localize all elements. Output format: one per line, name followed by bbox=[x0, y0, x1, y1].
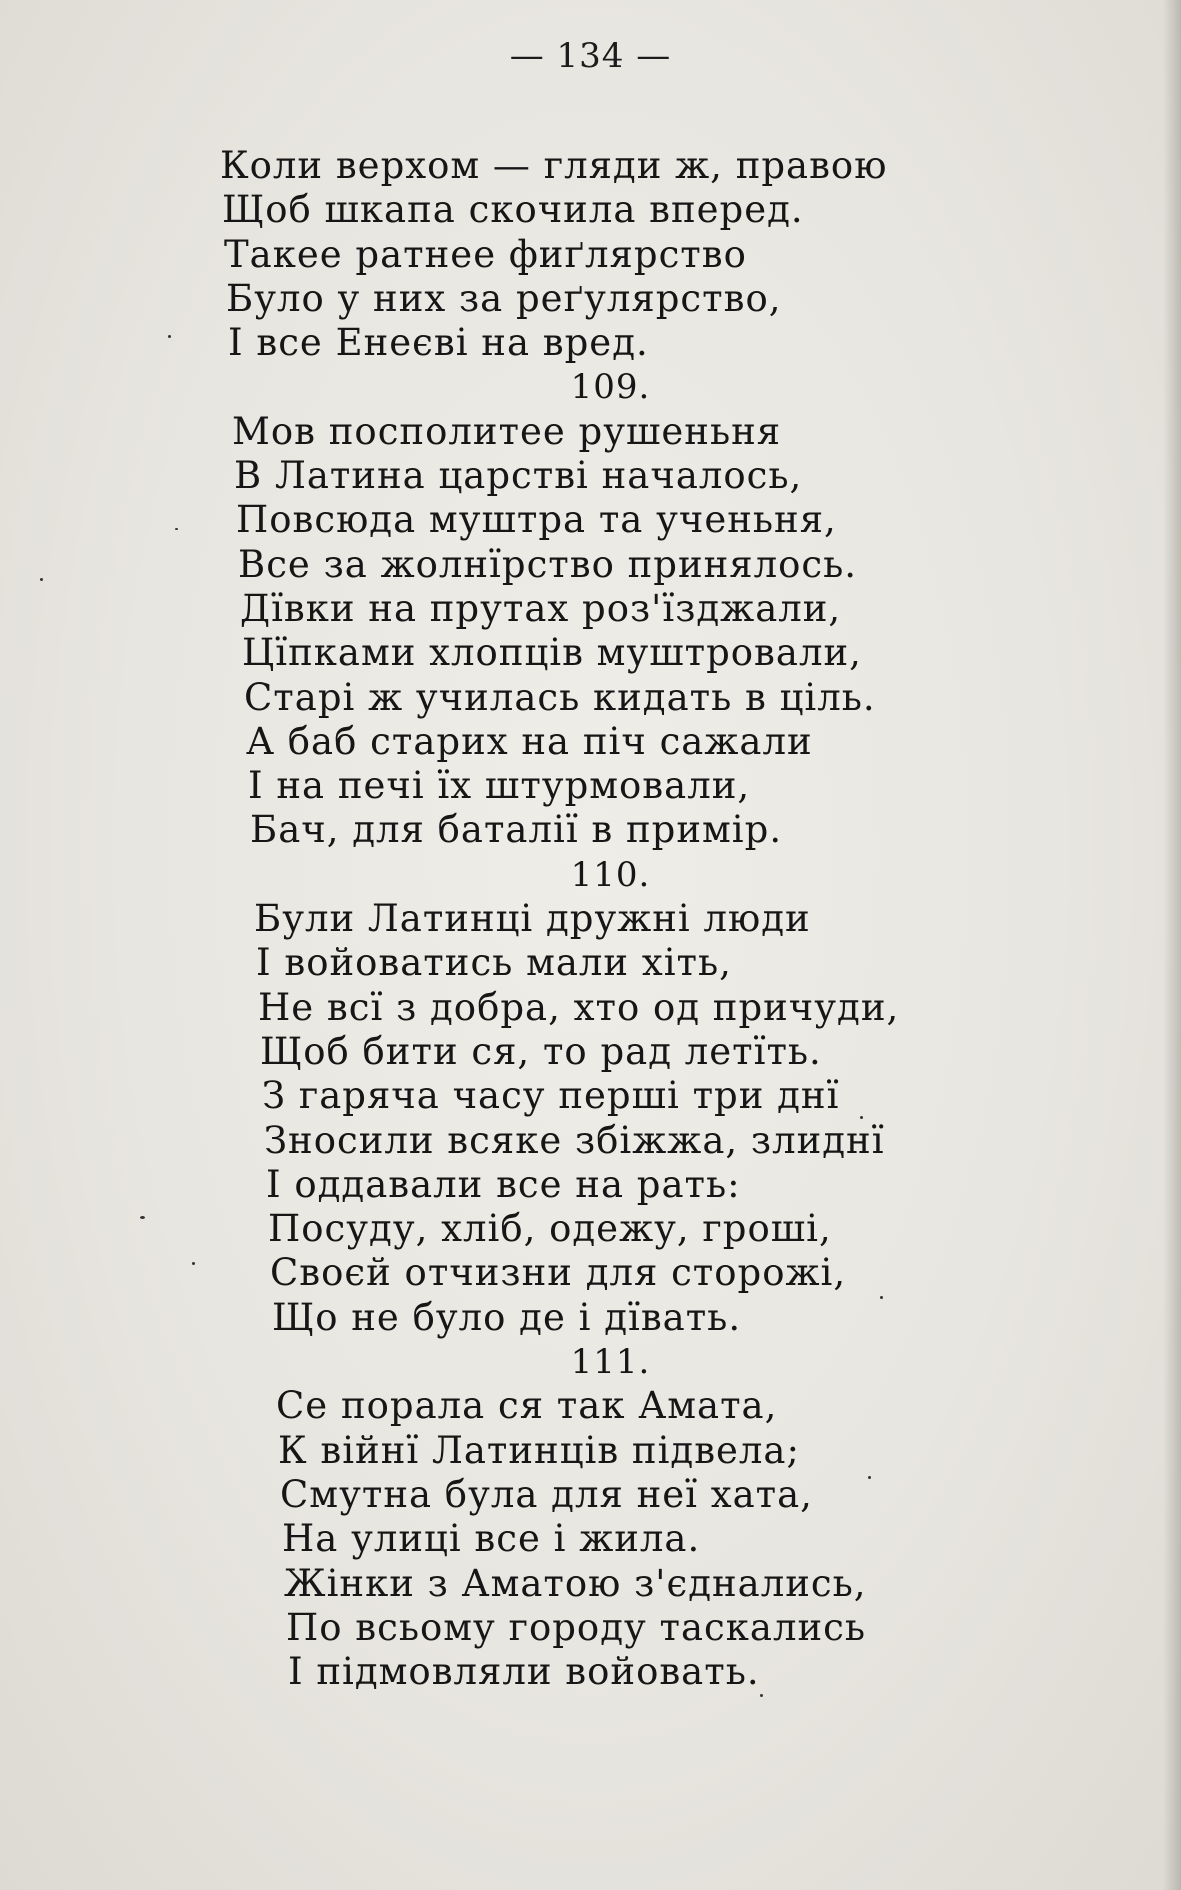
stanza-number: 111. bbox=[570, 1342, 651, 1383]
page-number: — 134 — bbox=[509, 36, 672, 76]
verse-line: І підмовляли войовать. bbox=[288, 1650, 760, 1694]
verse-line: На улиці все і жила. bbox=[282, 1517, 701, 1561]
verse-line: Було у них за реґулярство, bbox=[226, 276, 782, 320]
verse-line: Щоб бити ся, то рад летїть. bbox=[260, 1029, 822, 1073]
stanza-number: 110. bbox=[570, 854, 651, 895]
verse-line: Се порала ся так Амата, bbox=[276, 1384, 778, 1428]
verse-line: К війнї Латинців підвела; bbox=[278, 1428, 800, 1472]
verse-line: Щоб шкапа скочила вперед. bbox=[222, 188, 804, 232]
verse-line: Жінки з Аматою з'єднались, bbox=[284, 1561, 867, 1605]
verse-line: І все Енеєві на вред. bbox=[228, 321, 649, 365]
verse-line: Старі ж училась кидать в ціль. bbox=[244, 675, 876, 719]
verse-line: Посуду, хліб, одежу, гроші, bbox=[268, 1207, 832, 1251]
verse-line: І войоватись мали хіть, bbox=[256, 941, 732, 985]
verse-line: Бач, для баталії в примір. bbox=[250, 808, 783, 852]
verse-line: Були Латинці дружні люди bbox=[254, 897, 811, 941]
verse-line: Своєй отчизни для сторожі, bbox=[270, 1251, 847, 1295]
verse-line: Що не було де і дївать. bbox=[272, 1295, 742, 1339]
verse-line: Коли верхом — гляди ж, правою bbox=[220, 144, 888, 187]
verse-line: В Латина царстві началось, bbox=[234, 454, 803, 498]
verse-line: Все за жолнїрство принялось. bbox=[238, 542, 858, 586]
verse-line: І оддавали все на рать: bbox=[266, 1162, 741, 1206]
verse-line: Смутна була для неї хата, bbox=[280, 1472, 813, 1516]
verse-line: Повсюда муштра та ученьня, bbox=[236, 498, 837, 542]
verse-line: Такее ратнее фиґлярство bbox=[224, 232, 747, 276]
verse-line: А баб старих на піч сажали bbox=[246, 719, 813, 763]
verse-line: Дївки на прутах роз'їзджали, bbox=[240, 586, 842, 630]
verse-line: З гаряча часу перші три днї bbox=[262, 1074, 840, 1118]
verse-line: По всьому городу таскались bbox=[286, 1605, 866, 1649]
verse-line: Цїпками хлопців муштровали, bbox=[242, 631, 862, 675]
verse-line: І на печі їх штурмовали, bbox=[248, 764, 751, 808]
verse-line: Не всї з добра, хто од причуди, bbox=[258, 985, 900, 1029]
poem-text bbox=[0, 144, 1181, 1694]
verse-line: Мов посполитее рушеньня bbox=[232, 409, 782, 453]
verse-line: Зносили всяке збіжжа, злиднї bbox=[264, 1118, 885, 1162]
stanza-number: 109. bbox=[570, 367, 651, 408]
